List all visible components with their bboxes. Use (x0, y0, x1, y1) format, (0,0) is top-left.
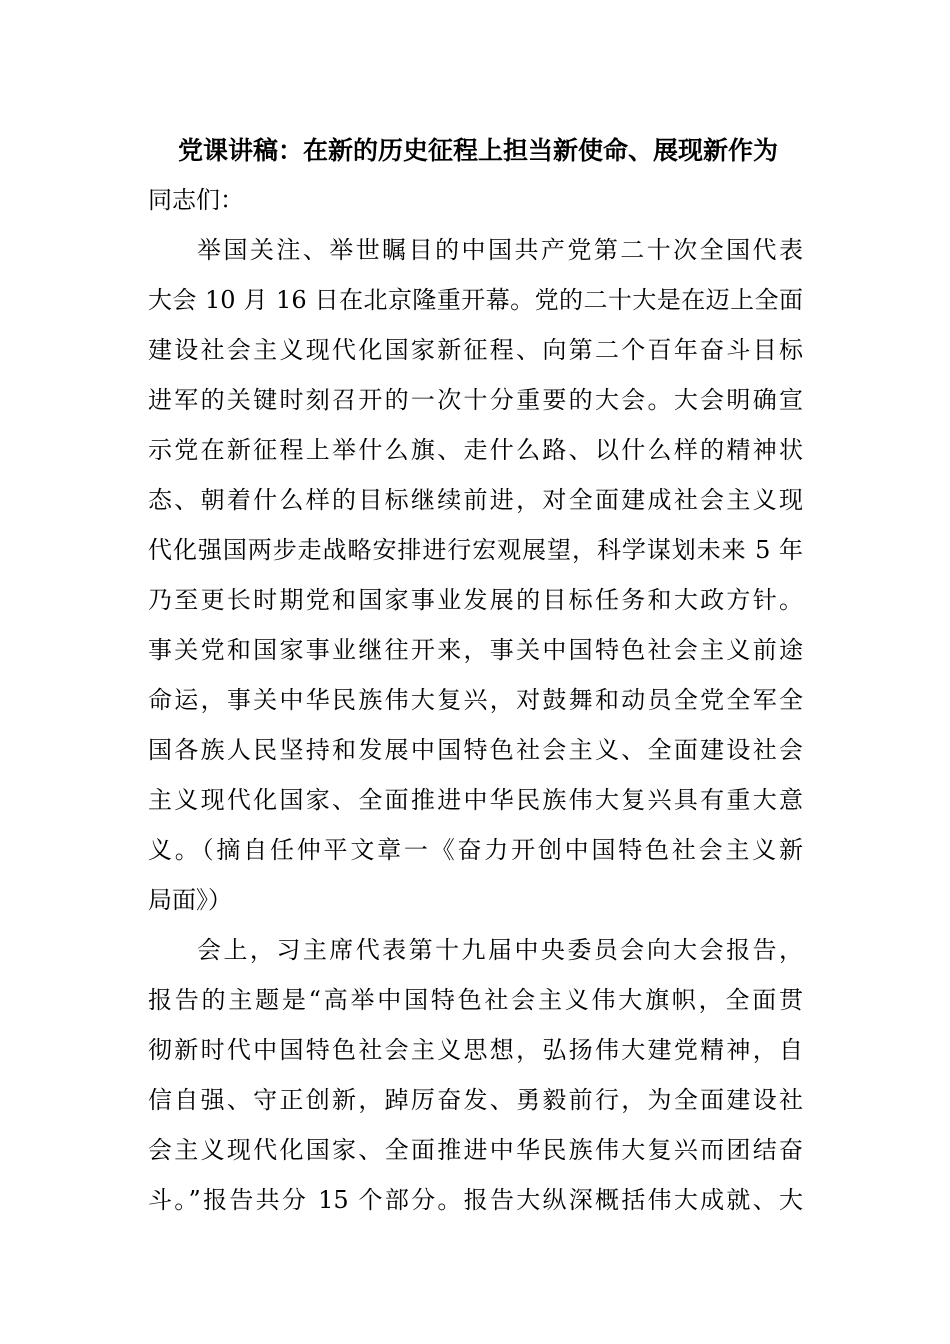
paragraph-1-line: 国各族人民坚持和发展中国特色社会主义、全面建设社会 (148, 736, 803, 764)
salutation: 同志们： (148, 186, 244, 214)
paragraph-1-line: 态、朝着什么样的目标继续前进，对全面建成社会主义现 (148, 486, 803, 514)
paragraph-1-line: 事关党和国家事业继往开来，事关中国特色社会主义前途 (148, 636, 803, 664)
paragraph-2-line: 报告的主题是“高举中国特色社会主义伟大旗帜，全面贯 (148, 986, 803, 1014)
document-title: 党课讲稿：在新的历史征程上担当新使命、展现新作为 (177, 136, 778, 165)
paragraph-1-line: 局面》） (148, 886, 232, 914)
paragraph-1-line: 示党在新征程上举什么旗、走什么路、以什么样的精神状 (148, 436, 803, 464)
paragraph-1-line: 大会 10 月 16 日在北京隆重开幕。党的二十大是在迈上全面 (148, 286, 803, 314)
paragraph-1-line: 乃至更长时期党和国家事业发展的目标任务和大政方针。 (148, 586, 803, 614)
paragraph-1-line: 进军的关键时刻召开的一次十分重要的大会。大会明确宣 (148, 386, 803, 414)
paragraph-1-line: 建设社会主义现代化国家新征程、向第二个百年奋斗目标 (148, 336, 803, 364)
paragraph-2-line: 会上，习主席代表第十九届中央委员会向大会报告， (197, 936, 803, 964)
paragraph-1-line: 举国关注、举世瞩目的中国共产党第二十次全国代表 (197, 236, 803, 264)
paragraph-2-line: 斗。”报告共分 15 个部分。报告大纵深概括伟大成就、大 (148, 1186, 803, 1214)
paragraph-2-line: 彻新时代中国特色社会主义思想，弘扬伟大建党精神，自 (148, 1036, 803, 1064)
paragraph-1-line: 命运，事关中华民族伟大复兴，对鼓舞和动员全党全军全 (148, 686, 803, 714)
paragraph-1-line: 义。（摘自任仲平文章一《奋力开创中国特色社会主义新 (148, 836, 803, 864)
paragraph-1-line: 代化强国两步走战略安排进行宏观展望，科学谋划未来 5 年 (148, 536, 803, 564)
paragraph-2-line: 会主义现代化国家、全面推进中华民族伟大复兴而团结奋 (148, 1136, 803, 1164)
paragraph-1-line: 主义现代化国家、全面推进中华民族伟大复兴具有重大意 (148, 786, 803, 814)
paragraph-2-line: 信自强、守正创新，踔厉奋发、勇毅前行，为全面建设社 (148, 1086, 803, 1114)
